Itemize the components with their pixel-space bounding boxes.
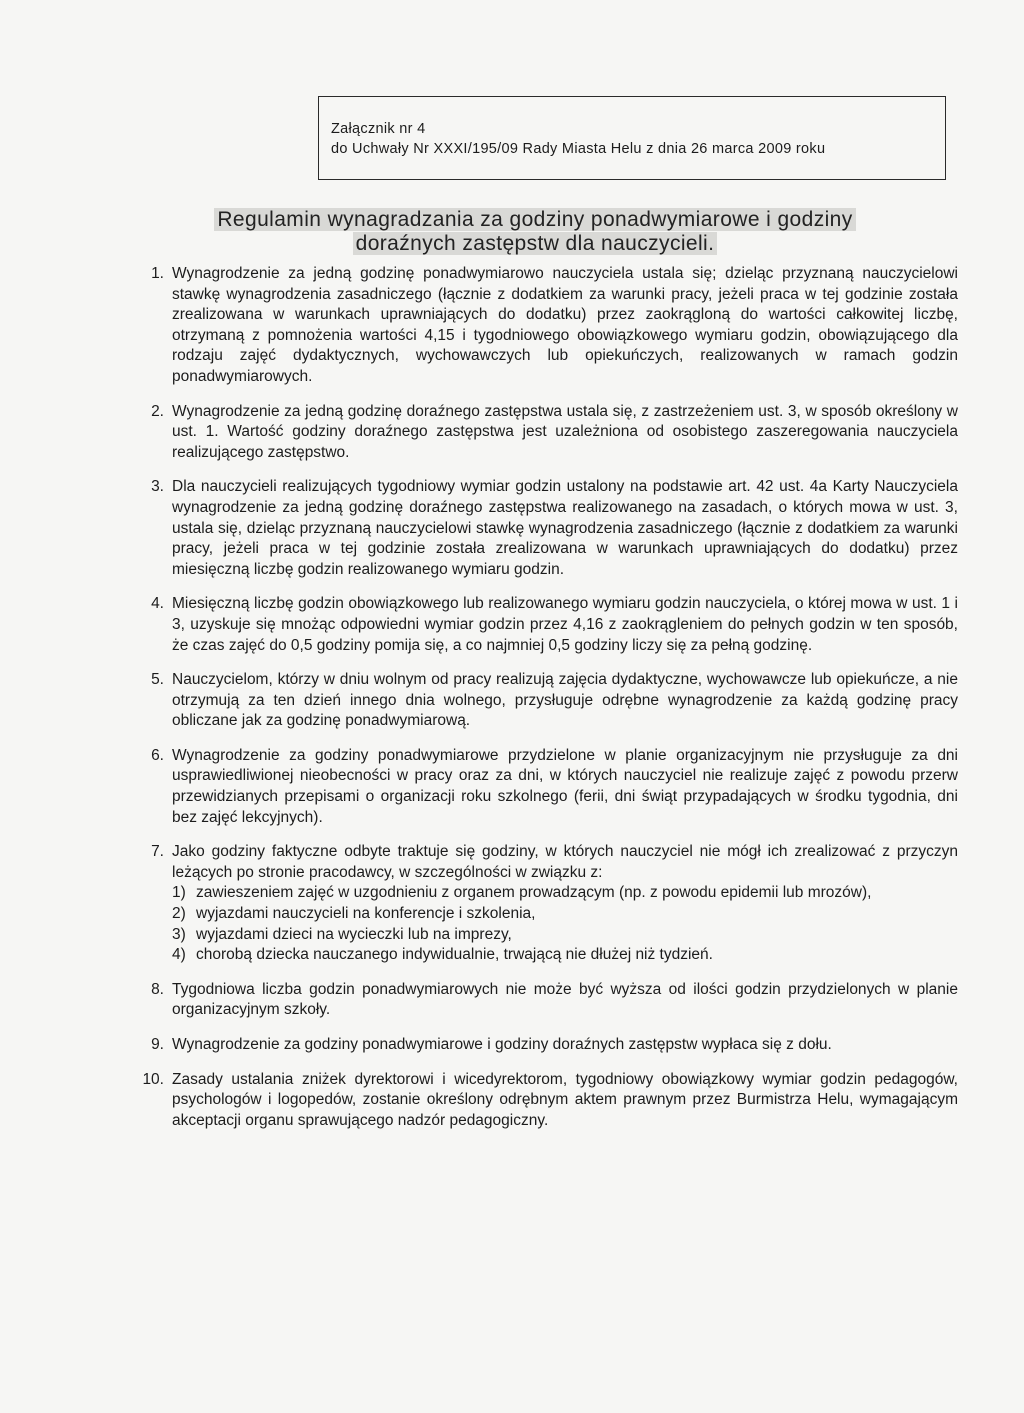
list-item	[128, 1070, 958, 1132]
item-text: Wynagrodzenie za godziny ponadwymiarowe i godziny doraźnych zastępstw wypłaca się z dołu.	[172, 1036, 832, 1053]
item-number: 7.	[151, 843, 164, 861]
item-text: Miesięczną liczbę godzin obowiązkowego lub realizowanego wymiaru godzin nauczyciela, o której mowa w ust. 1 i 3, uzyskuje się mnożąc odpowiedni wymiar godzin przez 4,16 z zaokrągleniem do pełnych godzin w ten sposób, że czas zajęć do 0,5 godziny pomija się, a co najmniej 0,5 godziny liczy się za pełną godzinę.	[172, 595, 958, 654]
item-text: Wynagrodzenie za jedną godzinę doraźnego zastępstwa ustala się, z zastrzeżeniem ust. 3, w sposób określony w ust. 1. Wartość godziny doraźnego zastępstwa jest uzależniona od osobistego zaszeregowania nauczyciela realizującego zastępstwo.	[172, 402, 958, 461]
title-text-2: doraźnych zastępstw dla nauczycieli.	[353, 232, 718, 255]
sub-item-number: 1)	[172, 884, 186, 902]
item-number: 6.	[151, 746, 164, 764]
list-item	[128, 1035, 958, 1056]
item-number: 1.	[151, 265, 164, 282]
item-number: 9.	[151, 1036, 164, 1053]
list-item	[128, 842, 958, 966]
sub-list	[172, 883, 958, 965]
sub-item-text: wyjazdami nauczycieli na konferencje i szkolenia,	[196, 905, 536, 923]
list-item	[128, 477, 958, 580]
sub-list-item	[172, 883, 958, 904]
item-text-with-sublist	[172, 842, 958, 966]
list-item	[128, 264, 958, 388]
item-text: Wynagrodzenie za jedną godzinę ponadwymiarowo nauczyciela ustala się; dzieląc przyznaną nauczycielowi stawkę wynagrodzenia zasadniczego (łącznie z dodatkiem za warunki pracy, jeżeli praca w tej godzinie została zrealizowana w warunkach uprawniających do dodatku) przez zaokrągloną do wartości całkowitej liczbę, otrzymaną z pomnożenia wartości 4,15 i tygodniowego obowiązkowego wymiaru godzin, obowiązującego dla rodzaju zajęć dydaktycznych, wychowawczych lub opiekuńczych, realizowanych w ramach godzin ponadwymiarowych.	[172, 265, 958, 385]
attachment-header-box	[318, 96, 946, 180]
document-title-line1	[150, 208, 920, 232]
item-text: Dla nauczycieli realizujących tygodniowy wymiar godzin ustalony na podstawie art. 42 ust. 4a Karty Nauczyciela wynagrodzenie za jedną godzinę doraźnego zastępstwa realizowanego na zasadach, o których mowa w ust. 3, ustala się, dzieląc przyznaną nauczycielowi stawkę wynagrodzenia zasadniczego (łącznie z dodatkiem za warunki pracy, jeżeli praca w tej godzinie została zrealizowana w warunkach uprawniających do dodatku) przez miesięczną liczbę godzin realizowanego wymiaru godzin.	[172, 478, 958, 578]
list-item	[128, 402, 958, 464]
attachment-number: Załącznik nr 4	[331, 121, 426, 137]
sub-list-item	[172, 925, 958, 946]
item-text: Wynagrodzenie za godziny ponadwymiarowe przydzielone w planie organizacyjnym nie przysługuje za dni usprawiedliwionej nieobecności w pracy oraz za dni, w których nauczyciel nie realizuje zajęć z powodu przerw przewidzianych przepisami o organizacji roku szkolnego (ferii, dni świąt przypadających w środku tygodnia, dni bez zajęć lekcyjnych).	[172, 746, 958, 826]
sub-list-item	[172, 945, 958, 966]
item-number: 3.	[151, 478, 164, 496]
document-title-line2	[150, 232, 920, 256]
item-text: Nauczycielom, którzy w dniu wolnym od pracy realizują zajęcia dydaktyczne, wychowawcze lub opiekuńcze, a nie otrzymują za ten dzień innego dnia wolnego, przysługuje odrębne wynagrodzenie za każdą godzinę pracy obliczane jak za godzinę ponadwymiarową.	[172, 671, 958, 730]
item-text: Jako godziny faktyczne odbyte traktuje się godziny, w których nauczyciel nie mógł ich zrealizować z przyczyn leżących po stronie pracodawcy, w szczególności w związku z:	[172, 843, 958, 881]
item-number: 2.	[151, 402, 164, 420]
list-item	[128, 670, 958, 732]
list-item	[128, 746, 958, 828]
sub-item-number: 2)	[172, 905, 186, 923]
regulation-body	[128, 264, 958, 1131]
resolution-reference: do Uchwały Nr XXXI/195/09 Rady Miasta Helu z dnia 26 marca 2009 roku	[331, 141, 826, 157]
list-item	[128, 594, 958, 656]
sub-item-text: wyjazdami dzieci na wycieczki lub na imprezy,	[196, 925, 512, 943]
sub-list-item	[172, 904, 958, 925]
item-number: 8.	[151, 980, 164, 998]
item-text: Zasady ustalania zniżek dyrektorowi i wicedyrektorom, tygodniowy obowiązkowy wymiar godzin pedagogów, psychologów i logopedów, zostanie określony odrębnym aktem prawnym przez Burmistrza Helu, wymagającym akceptacji organu sprawującego nadzór pedagogiczny.	[172, 1070, 958, 1129]
sub-item-text: zawieszeniem zajęć w uzgodnieniu z organem prowadzącym (np. z powodu epidemii lub mrozów),	[196, 884, 872, 902]
item-number: 5.	[151, 671, 164, 689]
sub-item-number: 3)	[172, 925, 186, 943]
title-text-1: Regulamin wynagradzania za godziny ponadwymiarowe i godziny	[214, 208, 855, 231]
list-item	[128, 980, 958, 1021]
item-number: 10.	[142, 1070, 164, 1088]
item-text: Tygodniowa liczba godzin ponadwymiarowych nie może być wyższa od ilości godzin przydzielonych w planie organizacyjnym szkoły.	[172, 980, 958, 1019]
sub-item-text: chorobą dziecka nauczanego indywidualnie, trwającą nie dłużej niż tydzień.	[196, 946, 713, 964]
item-number: 4.	[151, 595, 164, 613]
sub-item-number: 4)	[172, 946, 186, 964]
